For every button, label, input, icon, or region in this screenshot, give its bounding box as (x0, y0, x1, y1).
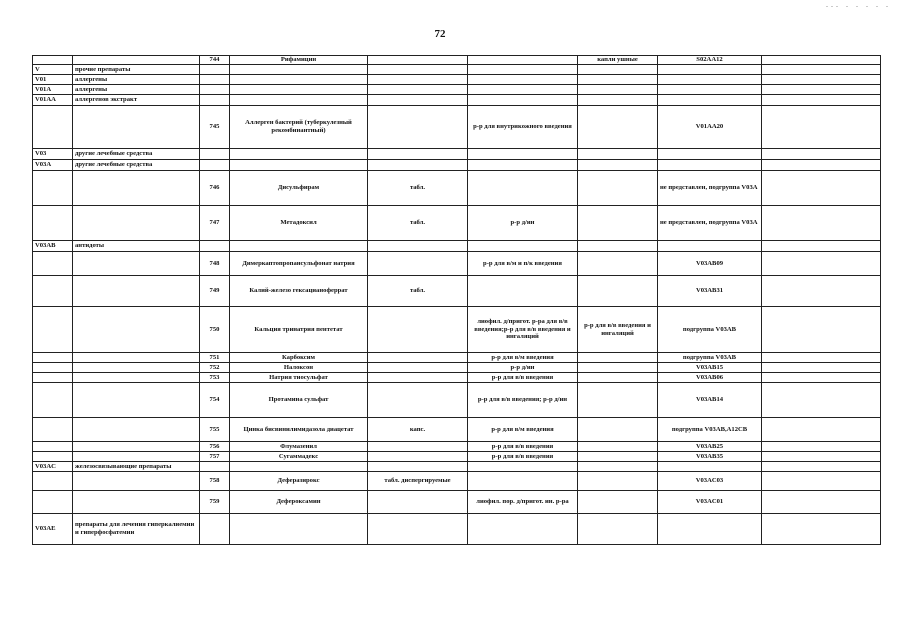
table-row (33, 373, 881, 383)
row-code (33, 452, 73, 462)
row-dosage-form (368, 307, 468, 353)
row-atc-code: подгруппа V03AB (658, 353, 762, 363)
row-route: р-р для в/в введения (468, 442, 578, 452)
row-dosage-form (368, 452, 468, 462)
row-route-alt (578, 252, 658, 276)
row-atc-code: не представлен, подгруппа V03A (658, 171, 762, 206)
table-row (33, 75, 881, 85)
row-code (33, 442, 73, 452)
row-number (200, 149, 230, 160)
row-drug-name: Сугаммадекс (230, 452, 368, 462)
row-group-name (73, 252, 200, 276)
row-group-name (73, 373, 200, 383)
row-drug-name (230, 75, 368, 85)
row-dosage-form (368, 353, 468, 363)
row-dosage-form (368, 85, 468, 95)
row-dosage-form (368, 491, 468, 514)
row-extra (762, 363, 881, 373)
row-dosage-form (368, 241, 468, 252)
table-row (33, 252, 881, 276)
row-extra (762, 462, 881, 472)
row-number: 746 (200, 171, 230, 206)
row-group-name (73, 171, 200, 206)
row-atc-code: V03AB14 (658, 383, 762, 418)
row-group-name (73, 472, 200, 491)
row-number (200, 75, 230, 85)
row-dosage-form: капс. (368, 418, 468, 442)
row-number (200, 85, 230, 95)
row-route (468, 514, 578, 545)
table-row (33, 241, 881, 252)
table-row (33, 206, 881, 241)
row-atc-code (658, 514, 762, 545)
row-number (200, 462, 230, 472)
row-code (33, 383, 73, 418)
row-dosage-form (368, 149, 468, 160)
row-group-name: другие лечебные средства (73, 160, 200, 171)
table-row (33, 65, 881, 75)
row-group-name (73, 56, 200, 65)
row-number: 752 (200, 363, 230, 373)
row-atc-code: V03AB06 (658, 373, 762, 383)
row-drug-name: Дисульфирам (230, 171, 368, 206)
row-route-alt (578, 276, 658, 307)
row-number: 744 (200, 56, 230, 65)
row-extra (762, 252, 881, 276)
row-route: р-р д/ин (468, 363, 578, 373)
table-row (33, 149, 881, 160)
row-route: р-р для в/в введения (468, 373, 578, 383)
table-row (33, 514, 881, 545)
row-number: 751 (200, 353, 230, 363)
row-route: р-р для в/м введения (468, 353, 578, 363)
row-group-name: другие лечебные средства (73, 149, 200, 160)
row-route (468, 171, 578, 206)
row-code: V03AB (33, 241, 73, 252)
row-atc-code: V03AB15 (658, 363, 762, 373)
row-route-alt (578, 373, 658, 383)
row-number (200, 65, 230, 75)
row-drug-name: Кальция тринатрия пентетат (230, 307, 368, 353)
row-extra (762, 514, 881, 545)
row-number: 747 (200, 206, 230, 241)
row-dosage-form (368, 363, 468, 373)
row-route-alt: р-р для в/в введения и ингаляций (578, 307, 658, 353)
row-code: V03A (33, 160, 73, 171)
row-group-name: железосвязывающие препараты (73, 462, 200, 472)
row-code: V (33, 65, 73, 75)
row-route-alt: капли ушные (578, 56, 658, 65)
row-route (468, 95, 578, 106)
row-route (468, 276, 578, 307)
row-atc-code: V03AC03 (658, 472, 762, 491)
row-route-alt (578, 85, 658, 95)
table-row (33, 276, 881, 307)
row-drug-name: Протамина сульфат (230, 383, 368, 418)
row-dosage-form (368, 252, 468, 276)
row-route: р-р для в/м введения (468, 418, 578, 442)
row-route-alt (578, 418, 658, 442)
row-route-alt (578, 472, 658, 491)
row-code (33, 373, 73, 383)
row-extra (762, 160, 881, 171)
row-atc-code: V03AB31 (658, 276, 762, 307)
table-row (33, 383, 881, 418)
row-atc-code (658, 95, 762, 106)
row-extra (762, 56, 881, 65)
row-number (200, 160, 230, 171)
row-route (468, 75, 578, 85)
row-dosage-form (368, 442, 468, 452)
row-group-name (73, 418, 200, 442)
row-dosage-form: табл. (368, 276, 468, 307)
row-route-alt (578, 206, 658, 241)
row-drug-name: Флумазенил (230, 442, 368, 452)
table-row (33, 106, 881, 149)
row-route: р-р для в/в введения (468, 452, 578, 462)
row-code: V01AA (33, 95, 73, 106)
row-route: р-р для в/м и п/к введения (468, 252, 578, 276)
row-code: V03AC (33, 462, 73, 472)
row-dosage-form (368, 383, 468, 418)
row-group-name (73, 106, 200, 149)
row-atc-code: V01AA20 (658, 106, 762, 149)
row-drug-name (230, 160, 368, 171)
row-group-name (73, 307, 200, 353)
row-code (33, 472, 73, 491)
row-extra (762, 442, 881, 452)
row-dosage-form (368, 160, 468, 171)
row-dosage-form (368, 106, 468, 149)
row-extra (762, 75, 881, 85)
row-dosage-form (368, 373, 468, 383)
row-atc-code: S02AA12 (658, 56, 762, 65)
row-route (468, 56, 578, 65)
row-drug-name (230, 514, 368, 545)
row-code: V01A (33, 85, 73, 95)
row-dosage-form (368, 75, 468, 85)
row-drug-name: Рифамицин (230, 56, 368, 65)
row-atc-code: V03AB35 (658, 452, 762, 462)
table-row (33, 491, 881, 514)
row-number: 753 (200, 373, 230, 383)
row-number: 757 (200, 452, 230, 462)
row-atc-code: не представлен, подгруппа V03A (658, 206, 762, 241)
table-row (33, 363, 881, 373)
row-atc-code (658, 462, 762, 472)
row-route-alt (578, 75, 658, 85)
row-route (468, 65, 578, 75)
table-row (33, 160, 881, 171)
row-code (33, 252, 73, 276)
row-route-alt (578, 363, 658, 373)
row-route-alt (578, 171, 658, 206)
row-extra (762, 149, 881, 160)
table-row (33, 56, 881, 65)
row-code (33, 206, 73, 241)
row-route: лиофил. пор. д/пригот. ин. р-ра (468, 491, 578, 514)
row-route-alt (578, 353, 658, 363)
row-route (468, 149, 578, 160)
row-extra (762, 418, 881, 442)
row-extra (762, 276, 881, 307)
row-atc-code (658, 85, 762, 95)
row-route (468, 160, 578, 171)
row-extra (762, 106, 881, 149)
row-code (33, 363, 73, 373)
row-number: 745 (200, 106, 230, 149)
row-route-alt (578, 106, 658, 149)
row-drug-name: Карбоксим (230, 353, 368, 363)
row-extra (762, 373, 881, 383)
row-number: 754 (200, 383, 230, 418)
row-atc-code (658, 75, 762, 85)
row-extra (762, 95, 881, 106)
table-row (33, 418, 881, 442)
row-number: 755 (200, 418, 230, 442)
row-number: 759 (200, 491, 230, 514)
row-code (33, 56, 73, 65)
row-code: V03 (33, 149, 73, 160)
row-drug-name (230, 241, 368, 252)
row-extra (762, 85, 881, 95)
row-code: V03AE (33, 514, 73, 545)
row-route-alt (578, 241, 658, 252)
row-number (200, 241, 230, 252)
row-dosage-form (368, 462, 468, 472)
row-code (33, 171, 73, 206)
row-drug-name: Метадоксил (230, 206, 368, 241)
table-row (33, 462, 881, 472)
row-route-alt (578, 452, 658, 462)
row-atc-code (658, 149, 762, 160)
row-group-name: препараты для лечения гиперкалиемии и гиперфосфатемии (73, 514, 200, 545)
row-drug-name (230, 462, 368, 472)
drug-table (32, 55, 881, 545)
row-number: 758 (200, 472, 230, 491)
row-dosage-form (368, 95, 468, 106)
row-drug-name (230, 95, 368, 106)
row-atc-code (658, 65, 762, 75)
row-route-alt (578, 160, 658, 171)
row-code: V01 (33, 75, 73, 85)
row-atc-code: V03AB09 (658, 252, 762, 276)
row-group-name (73, 383, 200, 418)
row-group-name (73, 491, 200, 514)
row-code (33, 418, 73, 442)
row-atc-code (658, 160, 762, 171)
row-group-name (73, 452, 200, 462)
row-atc-code: V03AC01 (658, 491, 762, 514)
row-route-alt (578, 65, 658, 75)
table-row (33, 452, 881, 462)
row-drug-name: Налоксон (230, 363, 368, 373)
row-dosage-form (368, 65, 468, 75)
row-route (468, 462, 578, 472)
row-drug-name (230, 85, 368, 95)
row-drug-name: Димеркаптопропансульфонат натрия (230, 252, 368, 276)
row-route-alt (578, 462, 658, 472)
row-extra (762, 452, 881, 462)
row-route: р-р д/ин (468, 206, 578, 241)
row-dosage-form: табл. (368, 171, 468, 206)
row-route: р-р для в/в введения; р-р д/ин (468, 383, 578, 418)
row-route-alt (578, 491, 658, 514)
table-row (33, 472, 881, 491)
row-number: 750 (200, 307, 230, 353)
row-drug-name (230, 65, 368, 75)
row-group-name: аллергенов экстракт (73, 95, 200, 106)
row-route-alt (578, 442, 658, 452)
row-group-name (73, 206, 200, 241)
row-number: 756 (200, 442, 230, 452)
row-extra (762, 206, 881, 241)
row-extra (762, 171, 881, 206)
row-drug-name: Аллерген бактерий (туберкулезный рекомбинантный) (230, 106, 368, 149)
row-group-name: прочие препараты (73, 65, 200, 75)
row-group-name (73, 442, 200, 452)
row-dosage-form (368, 514, 468, 545)
row-number: 748 (200, 252, 230, 276)
row-number (200, 95, 230, 106)
row-group-name: аллергены (73, 75, 200, 85)
table-row (33, 85, 881, 95)
table-row (33, 307, 881, 353)
row-drug-name: Калий-железо гексацианоферрат (230, 276, 368, 307)
row-extra (762, 383, 881, 418)
table-row (33, 171, 881, 206)
row-code (33, 106, 73, 149)
row-dosage-form: табл. (368, 206, 468, 241)
row-code (33, 307, 73, 353)
row-dosage-form (368, 56, 468, 65)
row-drug-name: Натрия тиосульфат (230, 373, 368, 383)
row-atc-code: подгруппа V03AB,A12CB (658, 418, 762, 442)
row-atc-code (658, 241, 762, 252)
row-extra (762, 353, 881, 363)
row-group-name: антидоты (73, 241, 200, 252)
row-number (200, 514, 230, 545)
row-code (33, 276, 73, 307)
row-route-alt (578, 95, 658, 106)
row-extra (762, 472, 881, 491)
row-number: 749 (200, 276, 230, 307)
page-number: 72 (434, 28, 446, 40)
row-code (33, 491, 73, 514)
row-code (33, 353, 73, 363)
row-route (468, 241, 578, 252)
row-drug-name: Цинка бисвинилимидазола диацетат (230, 418, 368, 442)
row-group-name (73, 353, 200, 363)
row-drug-name (230, 149, 368, 160)
row-extra (762, 307, 881, 353)
row-atc-code: V03AB25 (658, 442, 762, 452)
row-extra (762, 241, 881, 252)
row-drug-name: Деферазирокс (230, 472, 368, 491)
table-row (33, 95, 881, 106)
row-extra (762, 491, 881, 514)
row-group-name (73, 276, 200, 307)
row-route-alt (578, 383, 658, 418)
row-route: р-р для внутрикожного введения (468, 106, 578, 149)
row-route (468, 85, 578, 95)
row-drug-name: Дефероксамин (230, 491, 368, 514)
row-route-alt (578, 149, 658, 160)
row-atc-code: подгруппа V03AB (658, 307, 762, 353)
row-extra (762, 65, 881, 75)
row-route (468, 472, 578, 491)
table-row (33, 353, 881, 363)
row-route: лиофил. д/пригот. р-ра для в/в введения;р-р для в/в введения и ингаляций (468, 307, 578, 353)
table-row (33, 442, 881, 452)
row-group-name (73, 363, 200, 373)
row-group-name: аллергены (73, 85, 200, 95)
page-corner-mark: ... . . . . . (826, 0, 891, 9)
row-dosage-form: табл. диспергируемые (368, 472, 468, 491)
row-route-alt (578, 514, 658, 545)
